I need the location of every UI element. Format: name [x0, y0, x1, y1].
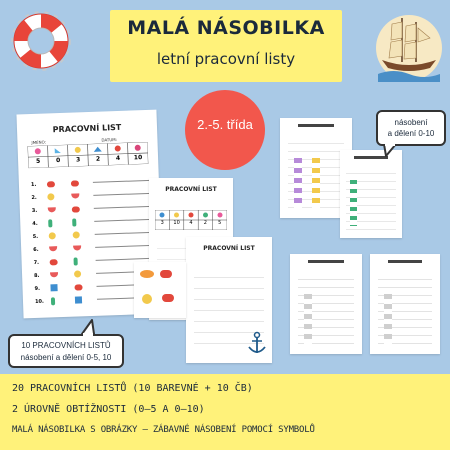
row-number: 8. [34, 272, 40, 279]
key-value: 0 [55, 157, 61, 165]
row-number: 10. [34, 298, 44, 305]
crab-icon [72, 206, 80, 212]
thumb-icons [384, 294, 392, 344]
worksheet-thumb-color-2 [340, 150, 402, 238]
row-number: 5. [32, 233, 39, 240]
bucket-icon [75, 296, 82, 303]
crab-icon [47, 181, 55, 187]
key-value: 4 [115, 154, 121, 163]
thumb-icons [312, 158, 320, 208]
feature-line: 2 ÚROVNĚ OBTÍŽNOSTI (0–5 A 0–10) [12, 404, 205, 415]
anchor-icon [246, 331, 268, 357]
thumb-icons [350, 180, 357, 226]
watermelon-icon [50, 272, 58, 277]
worksheet-thumb-bw-2 [370, 254, 440, 354]
page-subtitle: letní pracovní listy [156, 50, 296, 68]
flipflop-icon [72, 218, 76, 226]
crab-icon [50, 259, 58, 265]
key-value: 4 [189, 220, 193, 226]
fish-icon [140, 270, 154, 278]
watermelon-icon [49, 246, 57, 251]
watermelon-icon [71, 193, 79, 198]
key-value: 10 [133, 154, 143, 162]
grade-text: 2.-5. třída [197, 117, 253, 132]
key-value: 2 [203, 220, 207, 226]
row-number: 1. [30, 181, 37, 188]
thumb-title-bar [308, 260, 344, 263]
row-number: 6. [33, 246, 39, 253]
callout-pointer [78, 318, 96, 336]
key-value: 10 [173, 220, 180, 226]
sheet-title: PRACOVNÍ LIST [165, 186, 217, 193]
grade-badge [185, 90, 265, 170]
flipflop-icon [73, 257, 77, 265]
thumb-icons [294, 158, 302, 208]
row-number: 9. [34, 285, 41, 292]
watermelon-icon [73, 245, 81, 250]
title-box [110, 10, 342, 82]
feature-line: 20 PRACOVNÍCH LISTŮ (10 BAREVNÉ + 10 ČB) [12, 383, 253, 394]
callout-pointer [382, 144, 398, 158]
thumb-title-bar [388, 260, 422, 263]
lifebuoy-icon [10, 10, 72, 72]
shell-icon [73, 231, 80, 238]
date-label: DATUM: [101, 137, 118, 143]
thumb-icons [304, 294, 312, 344]
thumb-title-bar [298, 124, 334, 127]
flipflop-icon [51, 297, 55, 305]
worksheet-front [186, 237, 272, 363]
worksheet-middle-strip [134, 262, 186, 318]
key-value: 5 [218, 220, 222, 226]
watermelon-icon [48, 207, 56, 212]
crab-icon [162, 294, 174, 302]
name-label: JMÉNO: [31, 139, 47, 145]
callout-line: 10 PRACOVNÍCH LISTŮ [21, 341, 111, 350]
callout-line: násobení a dělení 0-5, 10 [20, 353, 112, 362]
sailing-ship-icon [374, 8, 444, 86]
flipflop-icon [48, 219, 52, 227]
bucket-icon [50, 284, 57, 291]
callout-line: násobení [394, 118, 428, 127]
row-number: 2. [31, 194, 37, 201]
sheet-title: PRACOVNÍ LIST [203, 245, 255, 252]
shell-icon [47, 193, 54, 200]
page-title: MALÁ NÁSOBILKA [127, 17, 325, 39]
shell-icon [74, 270, 81, 277]
key-value: 5 [35, 157, 41, 165]
shell-icon [142, 294, 152, 304]
callout-line: a dělení 0-10 [387, 129, 435, 138]
callout-sheet-count [8, 334, 124, 368]
crab-icon [160, 270, 172, 278]
key-values-row [155, 220, 227, 230]
row-number: 4. [32, 220, 38, 227]
row-number: 3. [31, 207, 38, 214]
crab-icon [71, 180, 79, 186]
sheet-title: PRACOVNÍ LIST [52, 122, 122, 135]
key-value: 3 [160, 220, 164, 226]
feature-line: MALÁ NÁSOBILKA S OBRÁZKY – ZÁBAVNÉ NÁSOBENÍ POMOCÍ SYMBOLŮ [12, 425, 315, 435]
worksheet-thumb-bw [290, 254, 362, 354]
crab-icon [74, 284, 82, 290]
key-value: 2 [95, 155, 101, 163]
callout-difficulty [376, 110, 446, 146]
key-value: 3 [75, 156, 81, 164]
shell-icon [49, 232, 56, 239]
row-number: 7. [33, 259, 40, 266]
features-box [0, 374, 450, 450]
